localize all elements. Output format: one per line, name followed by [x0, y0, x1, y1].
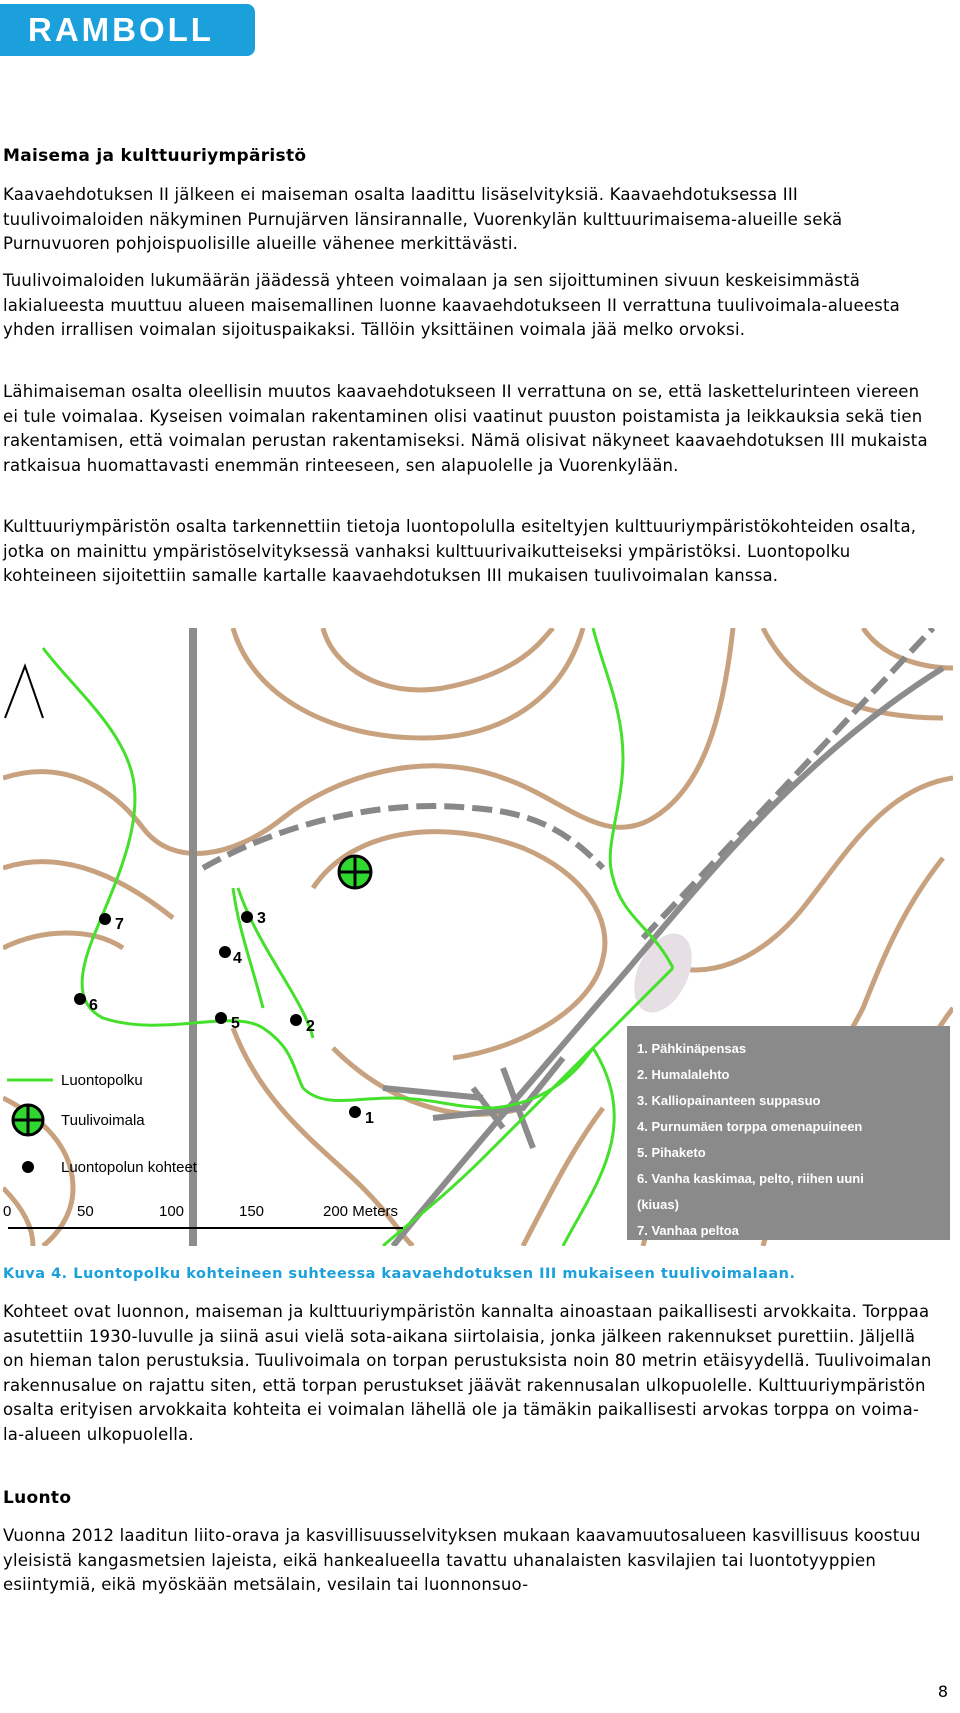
- list-item: 5. Pihaketo: [637, 1145, 706, 1160]
- scale-label: 0: [3, 1203, 12, 1220]
- list-item: (kiuas): [637, 1197, 679, 1212]
- paragraph-5: Kohteet ovat luonnon, maiseman ja kulttuuriympäristön kannalta ainoastaan paikallisesti arvokkaita. Torppaa asutettiin 1930-luvulle ja siinä asui vielä sota-aikana siirtolaisia, jonka jälkeen rakennukset purettiin. Jäljellä on hieman talon perustuksia. Tuulivoimala on torpan perustuksista noin 80 metrin etäisyydellä. Tuulivoimalan rakennusalue on rajattu siten, että torpan perustukset jäävät rakennusalan ulkopuolelle. Kulttuuriympäristön osalta erityisen arvokkaita kohteita ei voimalan lähellä ole ja tämäkin paikallisesti arvokas torppa on voima-la-alueen ulkopuolella.: [3, 1302, 932, 1444]
- trail-points-list: [627, 1026, 950, 1240]
- paragraph-4: Kulttuuriympäristön osalta tarkennettiin tietoja luontopolulla esiteltyjen kulttuuriympäristökohteiden osalta, jotka on mainittu ympäristöselvityksessä vanhaksi kulttuurivaikutteiseksi ympäristöksi. Luontopolku kohteineen sijoitettiin samalle kartalle kaavaehdotuksen III mukaisen tuulivoimalan kanssa.: [3, 517, 917, 585]
- trail-point: [99, 913, 111, 925]
- paragraph-2: Tuulivoimaloiden lukumäärän jäädessä yhteen voimalaan ja sen sijoittuminen sivuun keskeisimmästä lakialueesta muuttuu alueen maisemallinen luonne kaavaehdotukseen II verrattuna tuulivoimala-alueesta yhden irrallisen voimalan sijoituspaikaksi. Tällöin yksittäinen voimala jää melko orvoksi.: [3, 271, 900, 339]
- nature-trail: [43, 628, 673, 1246]
- legend-trail: Luontopolku: [61, 1072, 143, 1089]
- list-item: 2. Humalalehto: [637, 1067, 730, 1082]
- list-item: 3. Kalliopainanteen suppasuo: [637, 1093, 821, 1108]
- map-legend: [7, 1072, 198, 1176]
- trail-point: [74, 993, 86, 1005]
- paragraph-3: Lähimaiseman osalta oleellisin muutos kaavaehdotukseen II verrattuna on se, että laskettelurinteen viereen ei tule voimalaa. Kyseisen voimalan rakentaminen olisi vaatinut puuston poistamista ja leikkauksia sekä tien rakentamisen, että voimalan perustan rakentamiseksi. Nämä olisivat näkyneet kaavaehdotuksen III mukaista ratkaisua huomattavasti enemmän rinteeseen, sen alapuolelle ja Vuorenkylään.: [3, 382, 928, 475]
- point-legend-icon: [22, 1161, 34, 1173]
- point-label: 6: [89, 997, 98, 1014]
- logo-text: RAMBOLL: [28, 11, 214, 48]
- point-label: 5: [231, 1015, 240, 1032]
- list-item: 1. Pähkinäpensas: [637, 1041, 747, 1056]
- scale-label: 150: [239, 1203, 265, 1220]
- list-item: 4. Purnumäen torppa omenapuineen: [637, 1119, 863, 1134]
- point-label: 3: [257, 910, 266, 927]
- page-number: 8: [937, 1682, 948, 1701]
- trail-point: [349, 1106, 361, 1118]
- ramboll-logo: [0, 4, 255, 56]
- trail-point: [219, 946, 231, 958]
- point-label: 2: [306, 1018, 315, 1035]
- scale-label: 200 Meters: [323, 1203, 399, 1220]
- wind-turbine-marker: [339, 856, 371, 888]
- scale-label: 100: [159, 1203, 185, 1220]
- point-label: 1: [365, 1110, 374, 1127]
- trail-point: [290, 1014, 302, 1026]
- north-arrow-icon: [5, 666, 43, 718]
- heading-landscape: Maisema ja kulttuuriympäristö: [3, 146, 307, 166]
- list-item: 7. Vanhaa peltoa: [637, 1223, 739, 1238]
- trail-points: [74, 910, 374, 1127]
- scale-label: 50: [77, 1203, 94, 1220]
- paragraph-1: Kaavaehdotuksen II jälkeen ei maiseman osalta laadittu lisäselvityksiä. Kaavaehdotuksessa III tuulivoimaloiden näkyminen Purnujärven länsirannalle, Vuorenkylän kulttuurimaisema-alueille sekä Purnuvuoren pohjoispuolisille alueille vähenee merkittävästi.: [3, 185, 843, 253]
- figure-caption: Kuva 4. Luontopolku kohteineen suhteessa kaavaehdotuksen III mukaiseen tuulivoimalaan.: [3, 1266, 796, 1282]
- trail-point: [215, 1012, 227, 1024]
- list-item: 6. Vanha kaskimaa, pelto, riihen uuni: [637, 1171, 864, 1186]
- point-label: 7: [115, 916, 124, 933]
- point-label: 4: [233, 950, 242, 967]
- heading-nature: Luonto: [3, 1488, 72, 1508]
- legend-points: Luontopolun kohteet: [61, 1159, 197, 1176]
- paragraph-6: Vuonna 2012 laaditun liito-orava ja kasvillisuusselvityksen mukaan kaavamuutosalueen kasvillisuus koostuu yleisistä kangasmetsien lajeista, eikä hankealueella tavattu uhanalaisten kasvilajien tai luontotyyppien esiintymiä, eikä myöskään metsälain, vesilain tai luonnonsuo-: [3, 1526, 921, 1594]
- legend-turbine: Tuulivoimala: [61, 1112, 145, 1129]
- trail-point: [241, 911, 253, 923]
